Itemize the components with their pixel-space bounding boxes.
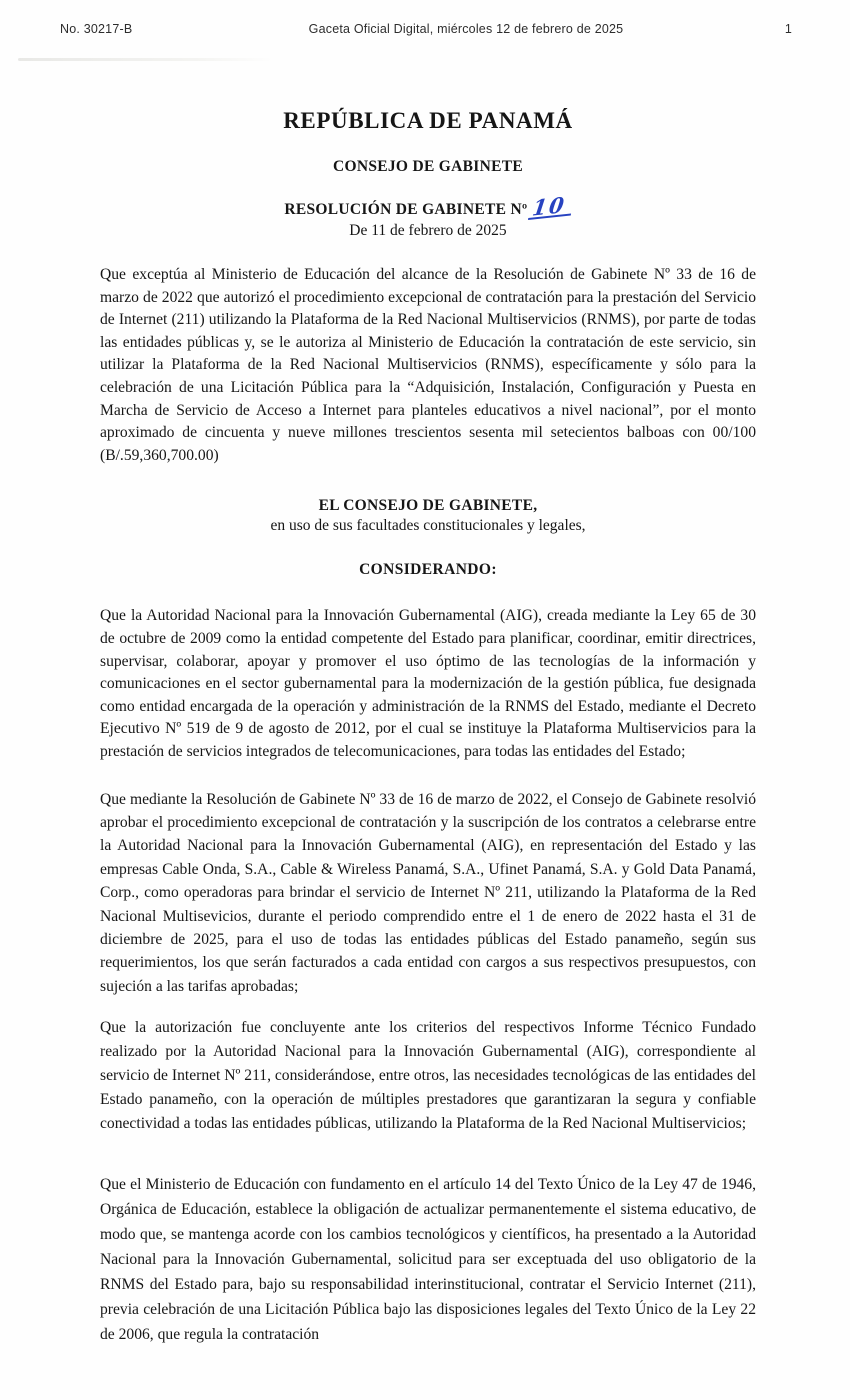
considering-paragraph-2: Que mediante la Resolución de Gabinete Nº 33 de 16 de marzo de 2022, el Consejo de Gabinete resolvió aprobar el procedimiento excepcional de contratación y la suscripción de los contratos a celebrarse entre la Autoridad Nacional para la Innovación Gubernamental (AIG), en representación del Estado y las empresas Cable Onda, S.A., Cable & Wireless Panamá, S.A., Ufinet Panamá, S.A. y Gold Data Panamá, Corp., como operadoras para brindar el servicio de Internet Nº 211, utilizando la Plataforma de la Red Nacional Multisevicios, durante el periodo comprendido entre el 1 de enero de 2022 hasta el 31 de diciembre de 2025, para el uso de todas las entidades públicas del Estado panameño, según sus requerimientos, los que serán facturados a cada entidad con cargos a sus respectivos presupuestos, con sujeción a las tarifas aprobadas; [100,790,756,995]
considering-paragraph-3: Que la autorización fue concluyente ante los criterios del respectivos Informe Técnico Fundado realizado por la Autoridad Nacional para la Innovación Gubernamental (AIG), correspondiente al servicio de Internet Nº 211, considerándose, entre otros, las necesidades tecnológicas de las entidades del Estado panameño, con la operación de múltiples prestadores que garantizaran la segura y confiable conectividad a todas las entidades públicas, utilizando la Plataforma de la Red Nacional Multiservicios; [100,1019,756,1133]
gazette-title-date: Gaceta Oficial Digital, miércoles 12 de febrero de 2025 [308,22,624,36]
resolution-label: RESOLUCIÓN DE GABINETE Nº [284,201,528,218]
resolution-title [100,191,756,221]
council-subheading: en uso de sus facultades constitucionales y legales, [270,517,586,535]
handwritten-resolution-number: 10 [528,195,574,220]
page-number: 1 [784,22,792,36]
running-header [60,22,792,36]
gazette-number: No. 30217-B [60,22,133,36]
considering-paragraph-4: Que el Ministerio de Educación con fundamento en el artículo 14 del Texto Único de la Ley 47 de 1946, Orgánica de Educación, establece la obligación de actualizar permanentemente el sistema educativo, de modo que, se mantenga acorde con los cambios tecnológicos y científicos, ha presentado a la Autoridad Nacional para la Innovación Gubernamental, solicitud para ser exceptuada del uso obligatorio de la RNMS del Estado para, bajo su responsabilidad interinstitucional, contratar el Servicio Internet (211), previa celebración de una Licitación Pública bajo las disposiciones legales del Texto Único de la Ley 22 de 2006, que regula la contratación [100,1176,756,1344]
considering-paragraph-1: Que la Autoridad Nacional para la Innovación Gubernamental (AIG), creada mediante la Ley 65 de 30 de octubre de 2009 como la entidad competente del Estado para planificar, coordinar, emitir directrices, supervisar, colaborar, apoyar y promover el uso óptimo de las tecnologías de la información y comunicaciones en el sector gubernamental para la modernización de la gestión pública, fue designada como entidad encargada de la operación y administración de la RNMS del Estado, mediante el Decreto Ejecutivo Nº 519 de 9 de agosto de 2012, por el cual se instituye la Plataforma Multiservicios para la prestación de servicios integrados de telecomunicaciones, para todas las entidades del Estado; [100,607,756,760]
considering-heading: CONSIDERANDO: [359,561,497,579]
council-title: CONSEJO DE GABINETE [332,158,524,175]
resolution-date: De 11 de febrero de 2025 [349,222,507,239]
country-title: REPÚBLICA DE PANAMÁ [283,108,573,133]
summary-paragraph: Que exceptúa al Ministerio de Educación del alcance de la Resolución de Gabinete Nº 33 de 16 de marzo de 2022 que autorizó el procedimiento excepcional de contratación para la prestación del Servicio de Internet (211) utilizando la Plataforma de la Red Nacional Multiservicios (RNMS), por parte de todas las entidades públicas y, se le autoriza al Ministerio de Educación la contratación de este servicio, sin utilizar la Plataforma de la Red Nacional Multiservicios (RNMS), específicamente y sólo para la celebración de una Licitación Pública para la “Adquisición, Instalación, Configuración y Puesta en Marcha de Servicio de Acceso a Internet para planteles educativos a nivel nacional”, por el monto aproximado de cincuenta y nueve millones trescientos sesenta mil setecientos balboas con 00/100 (B/.59,360,700.00) [100,266,756,464]
document-body [100,108,756,1347]
council-heading: EL CONSEJO DE GABINETE, [318,497,538,515]
scan-artifact-line [18,58,274,61]
